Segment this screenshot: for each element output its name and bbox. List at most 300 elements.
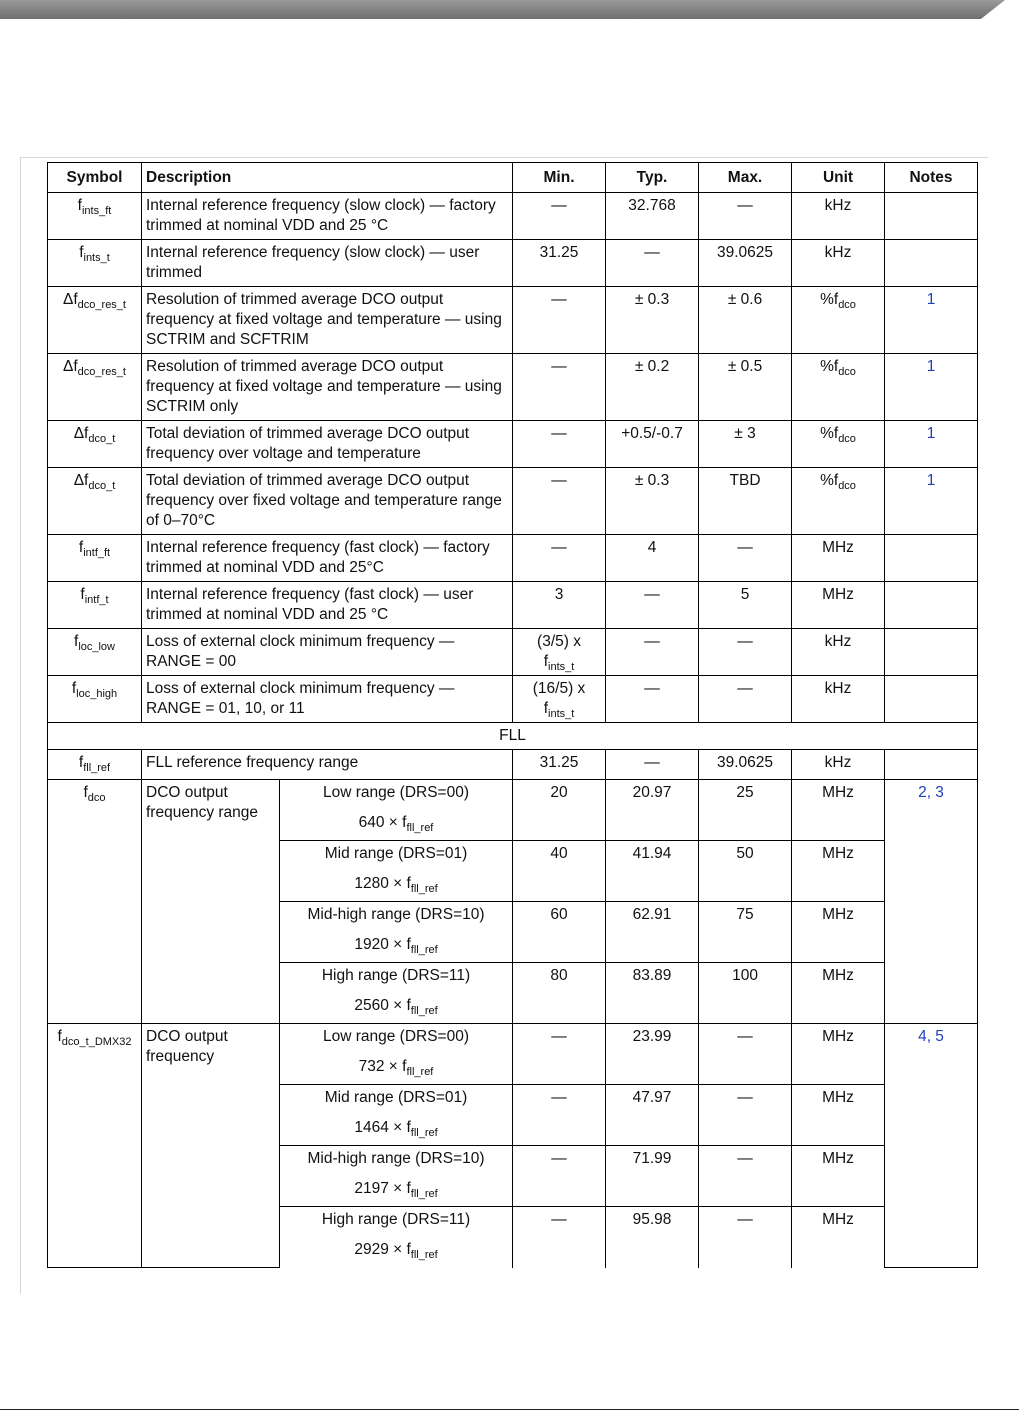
spec-table xyxy=(47,162,978,1268)
min-cell xyxy=(513,421,606,468)
min-cell xyxy=(513,963,606,1024)
min-value: 60 xyxy=(550,906,568,923)
unit-value: MHz xyxy=(822,845,854,862)
unit-subscript: dco xyxy=(838,366,856,378)
description-cell xyxy=(142,535,513,582)
frame-top-rule xyxy=(20,157,988,158)
description-text: Internal reference frequency (fast clock) — factory trimmed at nominal VDD and 25°C xyxy=(146,539,490,576)
symbol-main: f xyxy=(78,539,84,556)
max-value: — xyxy=(737,680,753,697)
notes-cell xyxy=(885,629,978,676)
max-cell xyxy=(699,1024,792,1085)
description-text: FLL reference frequency range xyxy=(146,754,359,771)
min-cell xyxy=(513,240,606,287)
table-row xyxy=(48,287,978,354)
description-text: Internal reference frequency (fast clock) — user trimmed at nominal VDD and 25 °C xyxy=(146,586,474,623)
typ-value: 62.91 xyxy=(632,906,672,923)
unit-cell xyxy=(792,1085,885,1146)
max-value: — xyxy=(737,539,753,556)
max-value: — xyxy=(737,1211,753,1228)
notes-cell xyxy=(885,468,978,535)
description-text: Internal reference frequency (slow clock) — factory trimmed at nominal VDD and 25 °C xyxy=(146,197,496,234)
typ-cell xyxy=(606,421,699,468)
header-description: Description xyxy=(142,163,513,193)
range-multiplier xyxy=(284,874,508,894)
typ-cell xyxy=(606,1085,699,1146)
typ-cell xyxy=(606,676,699,723)
table-row xyxy=(48,535,978,582)
typ-cell xyxy=(606,582,699,629)
max-value: — xyxy=(737,1028,753,1045)
max-cell xyxy=(699,841,792,902)
symbol-cell xyxy=(48,240,142,287)
max-value: — xyxy=(737,633,753,650)
multiplier-subscript: fll_ref xyxy=(406,822,434,834)
header-notes: Notes xyxy=(885,163,978,193)
symbol-subscript: dco_t xyxy=(88,480,116,492)
unit-cell xyxy=(792,841,885,902)
section-label: FLL xyxy=(499,727,526,744)
notes-link: 1 xyxy=(926,472,936,489)
unit-subscript: dco xyxy=(838,480,856,492)
typ-value: ± 0.3 xyxy=(634,291,670,308)
max-value: 5 xyxy=(740,586,750,603)
max-value: — xyxy=(737,197,753,214)
typ-value: 47.97 xyxy=(632,1089,672,1106)
range-label: Mid-high range (DRS=10) xyxy=(307,906,485,923)
typ-value: — xyxy=(644,586,660,603)
max-value: 39.0625 xyxy=(717,244,774,261)
unit-value: MHz xyxy=(822,1028,854,1045)
description-cell xyxy=(142,240,513,287)
max-value: ± 3 xyxy=(734,425,756,442)
max-value: 50 xyxy=(736,845,754,862)
unit-value: MHz xyxy=(822,784,854,801)
symbol-subscript: loc_high xyxy=(76,688,118,700)
unit-subscript: dco xyxy=(838,299,856,311)
symbol-main: f xyxy=(79,244,84,261)
description-text: Loss of external clock minimum frequency — RANGE = 00 xyxy=(146,633,455,670)
min-value: 20 xyxy=(550,784,568,801)
range-label: High range (DRS=11) xyxy=(321,967,471,984)
typ-value: ± 0.2 xyxy=(634,358,670,375)
unit-main: kHz xyxy=(824,680,852,697)
table-row xyxy=(48,354,978,421)
unit-cell xyxy=(792,629,885,676)
fdco-dmx32-notes-cell xyxy=(885,1024,978,1268)
range-cell xyxy=(280,1207,513,1268)
typ-value: +0.5/-0.7 xyxy=(621,425,683,442)
typ-value: 95.98 xyxy=(632,1211,672,1228)
multiplier-main: 2929 × f xyxy=(354,1241,411,1258)
typ-cell xyxy=(606,902,699,963)
unit-cell xyxy=(792,750,885,780)
fdco-notes-cell xyxy=(885,780,978,1024)
description-cell xyxy=(142,582,513,629)
range-cell xyxy=(280,1085,513,1146)
footer-rule xyxy=(0,1409,1019,1410)
min-cell xyxy=(513,535,606,582)
section-row-fll xyxy=(48,723,978,750)
min-symbol-main: f xyxy=(543,700,549,717)
symbol-cell xyxy=(48,354,142,421)
symbol-subscript: dco xyxy=(87,792,106,804)
table-row xyxy=(48,582,978,629)
multiplier-main: 1464 × f xyxy=(354,1119,411,1136)
description-text: Resolution of trimmed average DCO output frequency at fixed voltage and temperature — using SCTRIM only xyxy=(146,358,502,415)
min-cell xyxy=(513,629,606,676)
unit-cell xyxy=(792,421,885,468)
min-value: 40 xyxy=(550,845,568,862)
range-label: Mid range (DRS=01) xyxy=(324,845,468,862)
description-text: Total deviation of trimmed average DCO output frequency over voltage and temperature xyxy=(146,425,470,462)
symbol-cell xyxy=(48,287,142,354)
notes-cell xyxy=(885,193,978,240)
max-value: 100 xyxy=(732,967,758,984)
typ-value: 71.99 xyxy=(632,1150,672,1167)
unit-value: MHz xyxy=(822,1089,854,1106)
typ-value: — xyxy=(644,633,660,650)
unit-cell xyxy=(792,963,885,1024)
range-multiplier xyxy=(284,1118,508,1138)
range-label: High range (DRS=11) xyxy=(321,1211,471,1228)
typ-cell xyxy=(606,629,699,676)
min-value: — xyxy=(551,1150,567,1167)
symbol-cell xyxy=(48,421,142,468)
range-cell xyxy=(280,841,513,902)
description-cell xyxy=(142,287,513,354)
range-cell xyxy=(280,780,513,841)
range-multiplier xyxy=(284,1240,508,1260)
multiplier-main: 1280 × f xyxy=(354,875,411,892)
typ-cell xyxy=(606,780,699,841)
max-cell xyxy=(699,963,792,1024)
symbol-cell xyxy=(48,468,142,535)
multiplier-subscript: fll_ref xyxy=(406,1066,434,1078)
typ-cell xyxy=(606,841,699,902)
header-max: Max. xyxy=(699,163,792,193)
unit-cell xyxy=(792,240,885,287)
symbol-main: Δf xyxy=(63,358,78,375)
typ-cell xyxy=(606,193,699,240)
min-cell xyxy=(513,1207,606,1268)
max-cell xyxy=(699,676,792,723)
notes-link: 1 xyxy=(926,358,936,375)
multiplier-main: 2197 × f xyxy=(354,1180,411,1197)
range-multiplier xyxy=(284,996,508,1016)
min-symbol-subscript: ints_t xyxy=(548,708,575,720)
table-header-row xyxy=(48,163,978,193)
range-label: Mid range (DRS=01) xyxy=(324,1089,468,1106)
range-label: Low range (DRS=00) xyxy=(322,784,470,801)
unit-main: %f xyxy=(820,425,839,442)
unit-main: %f xyxy=(820,472,839,489)
min-cell xyxy=(513,676,606,723)
typ-value: 32.768 xyxy=(628,197,676,214)
min-value: — xyxy=(551,1089,567,1106)
multiplier-main: 1920 × f xyxy=(354,936,411,953)
min-cell xyxy=(513,354,606,421)
unit-cell xyxy=(792,287,885,354)
symbol-main: f xyxy=(80,586,85,603)
typ-value: 41.94 xyxy=(632,845,672,862)
symbol-subscript: loc_low xyxy=(78,641,115,653)
unit-main: MHz xyxy=(822,539,854,556)
symbol-main: f xyxy=(77,197,82,214)
unit-cell xyxy=(792,582,885,629)
symbol-main: Δf xyxy=(73,425,89,442)
typ-value: 4 xyxy=(647,539,657,556)
range-row xyxy=(48,1024,978,1085)
notes-cell xyxy=(885,535,978,582)
range-multiplier xyxy=(284,935,508,955)
max-value: ± 0.5 xyxy=(727,358,763,375)
symbol-cell xyxy=(48,750,142,780)
table-row xyxy=(48,421,978,468)
typ-cell xyxy=(606,963,699,1024)
unit-cell xyxy=(792,1207,885,1268)
symbol-main: f xyxy=(57,1028,62,1045)
symbol-main: f xyxy=(78,754,84,771)
notes-cell xyxy=(885,421,978,468)
min-cell xyxy=(513,902,606,963)
unit-cell xyxy=(792,780,885,841)
multiplier-subscript: fll_ref xyxy=(410,883,438,895)
description-text: Loss of external clock minimum frequency — RANGE = 01, 10, or 11 xyxy=(146,680,455,717)
unit-value: MHz xyxy=(822,1211,854,1228)
max-cell xyxy=(699,240,792,287)
unit-subscript: dco xyxy=(838,433,856,445)
section-label-cell xyxy=(48,723,978,750)
unit-cell xyxy=(792,193,885,240)
unit-cell xyxy=(792,1024,885,1085)
multiplier-subscript: fll_ref xyxy=(410,1188,438,1200)
symbol-main: f xyxy=(71,680,77,697)
symbol-cell xyxy=(48,535,142,582)
unit-cell xyxy=(792,676,885,723)
min-cell xyxy=(513,750,606,780)
min-value: — xyxy=(551,1028,567,1045)
symbol-cell xyxy=(48,193,142,240)
range-cell xyxy=(280,902,513,963)
symbol-subscript: dco_res_t xyxy=(77,299,126,311)
symbol-subscript: ints_ft xyxy=(81,205,112,217)
notes-cell xyxy=(885,582,978,629)
min-cell xyxy=(513,780,606,841)
range-multiplier xyxy=(284,1179,508,1199)
symbol-subscript: fll_ref xyxy=(83,762,111,774)
unit-main: kHz xyxy=(824,633,852,650)
fdco-dmx32-symbol-cell xyxy=(48,1024,142,1268)
typ-value: — xyxy=(644,244,660,261)
typ-cell xyxy=(606,1207,699,1268)
notes-cell xyxy=(885,240,978,287)
unit-cell xyxy=(792,1146,885,1207)
unit-cell xyxy=(792,468,885,535)
page-header-bar xyxy=(0,0,1005,19)
typ-cell xyxy=(606,750,699,780)
max-cell xyxy=(699,354,792,421)
description-cell xyxy=(142,629,513,676)
typ-cell xyxy=(606,287,699,354)
max-value: 75 xyxy=(736,906,754,923)
max-cell xyxy=(699,1207,792,1268)
multiplier-main: 640 × f xyxy=(358,814,407,831)
notes-cell xyxy=(885,287,978,354)
min-cell xyxy=(513,1085,606,1146)
table-row xyxy=(48,193,978,240)
min-value: 3 xyxy=(554,586,564,603)
min-value: — xyxy=(551,1211,567,1228)
max-value: — xyxy=(737,1150,753,1167)
symbol-main: f xyxy=(74,633,79,650)
multiplier-subscript: fll_ref xyxy=(410,1249,438,1261)
symbol-cell xyxy=(48,629,142,676)
table-row xyxy=(48,629,978,676)
range-label: Mid-high range (DRS=10) xyxy=(307,1150,485,1167)
symbol-subscript: dco_t xyxy=(88,433,116,445)
unit-main: MHz xyxy=(822,586,854,603)
min-cell xyxy=(513,287,606,354)
typ-cell xyxy=(606,1024,699,1085)
max-cell xyxy=(699,535,792,582)
min-cell xyxy=(513,1024,606,1085)
multiplier-subscript: fll_ref xyxy=(410,944,438,956)
frame-left-rule xyxy=(20,157,21,1294)
symbol-subscript: ints_t xyxy=(83,252,110,264)
range-multiplier xyxy=(284,813,508,833)
unit-value: kHz xyxy=(824,754,852,771)
typ-value: ± 0.3 xyxy=(634,472,670,489)
multiplier-subscript: fll_ref xyxy=(410,1005,438,1017)
typ-cell xyxy=(606,240,699,287)
description-cell xyxy=(142,468,513,535)
min-value: — xyxy=(551,291,567,308)
description-cell xyxy=(142,354,513,421)
max-cell xyxy=(699,421,792,468)
symbol-main: Δf xyxy=(63,291,78,308)
range-row xyxy=(48,780,978,841)
unit-cell xyxy=(792,902,885,963)
notes-cell xyxy=(885,676,978,723)
header-symbol: Symbol xyxy=(48,163,142,193)
range-cell xyxy=(280,963,513,1024)
multiplier-main: 2560 × f xyxy=(354,997,411,1014)
min-value: — xyxy=(551,197,567,214)
max-value: TBD xyxy=(729,472,761,489)
min-value: (3/5) x xyxy=(537,633,581,650)
description-text: DCO output frequency range xyxy=(146,784,259,821)
max-cell xyxy=(699,193,792,240)
unit-main: %f xyxy=(820,358,839,375)
symbol-cell xyxy=(48,582,142,629)
min-value: — xyxy=(551,539,567,556)
description-cell xyxy=(142,676,513,723)
typ-cell xyxy=(606,535,699,582)
unit-value: MHz xyxy=(822,1150,854,1167)
min-cell xyxy=(513,582,606,629)
max-value: — xyxy=(737,1089,753,1106)
fdco-description-cell xyxy=(142,780,280,1024)
unit-value: MHz xyxy=(822,967,854,984)
max-cell xyxy=(699,750,792,780)
description-cell xyxy=(142,193,513,240)
symbol-cell xyxy=(48,676,142,723)
range-multiplier xyxy=(284,1057,508,1077)
header-unit: Unit xyxy=(792,163,885,193)
max-cell xyxy=(699,287,792,354)
typ-cell xyxy=(606,354,699,421)
unit-value: MHz xyxy=(822,906,854,923)
symbol-subscript: dco_t_DMX32 xyxy=(61,1036,132,1048)
typ-value: — xyxy=(644,754,660,771)
max-cell xyxy=(699,468,792,535)
typ-value: 83.89 xyxy=(632,967,672,984)
description-text: Resolution of trimmed average DCO output frequency at fixed voltage and temperature — using SCTRIM and SCFTRIM xyxy=(146,291,502,348)
unit-main: kHz xyxy=(824,197,852,214)
symbol-subscript: dco_res_t xyxy=(77,366,126,378)
unit-cell xyxy=(792,354,885,421)
min-value: — xyxy=(551,358,567,375)
max-value: ± 0.6 xyxy=(727,291,763,308)
max-cell xyxy=(699,1085,792,1146)
notes-link: 1 xyxy=(926,291,936,308)
min-cell xyxy=(513,193,606,240)
notes-link: 1 xyxy=(926,425,936,442)
max-cell xyxy=(699,582,792,629)
unit-cell xyxy=(792,535,885,582)
min-value: 31.25 xyxy=(539,754,579,771)
multiplier-main: 732 × f xyxy=(358,1058,407,1075)
description-text: DCO output frequency xyxy=(146,1028,228,1065)
range-cell xyxy=(280,1024,513,1085)
max-cell xyxy=(699,780,792,841)
notes-link: 4, 5 xyxy=(918,1028,944,1045)
min-value: 31.25 xyxy=(539,244,579,261)
min-value: 80 xyxy=(550,967,568,984)
min-value: — xyxy=(551,472,567,489)
description-cell xyxy=(142,421,513,468)
max-cell xyxy=(699,629,792,676)
description-cell xyxy=(142,750,513,780)
table-row xyxy=(48,240,978,287)
min-value: — xyxy=(551,425,567,442)
header-typ: Typ. xyxy=(606,163,699,193)
notes-link: 2, 3 xyxy=(918,784,944,801)
range-label: Low range (DRS=00) xyxy=(322,1028,470,1045)
symbol-subscript: intf_t xyxy=(84,594,109,606)
max-cell xyxy=(699,1146,792,1207)
max-value: 39.0625 xyxy=(717,754,774,771)
range-cell xyxy=(280,1146,513,1207)
fdco-dmx32-description-cell xyxy=(142,1024,280,1268)
typ-cell xyxy=(606,468,699,535)
symbol-main: f xyxy=(83,784,88,801)
min-cell xyxy=(513,841,606,902)
min-symbol-main: f xyxy=(543,653,549,670)
unit-main: kHz xyxy=(824,244,852,261)
symbol-main: Δf xyxy=(73,472,89,489)
min-value: (16/5) x xyxy=(532,680,586,697)
typ-value: 23.99 xyxy=(632,1028,672,1045)
notes-cell xyxy=(885,354,978,421)
max-value: 25 xyxy=(736,784,754,801)
min-symbol-subscript: ints_t xyxy=(548,661,575,673)
description-text: Internal reference frequency (slow clock) — user trimmed xyxy=(146,244,480,281)
max-cell xyxy=(699,902,792,963)
min-cell xyxy=(513,1146,606,1207)
notes-cell xyxy=(885,750,978,780)
